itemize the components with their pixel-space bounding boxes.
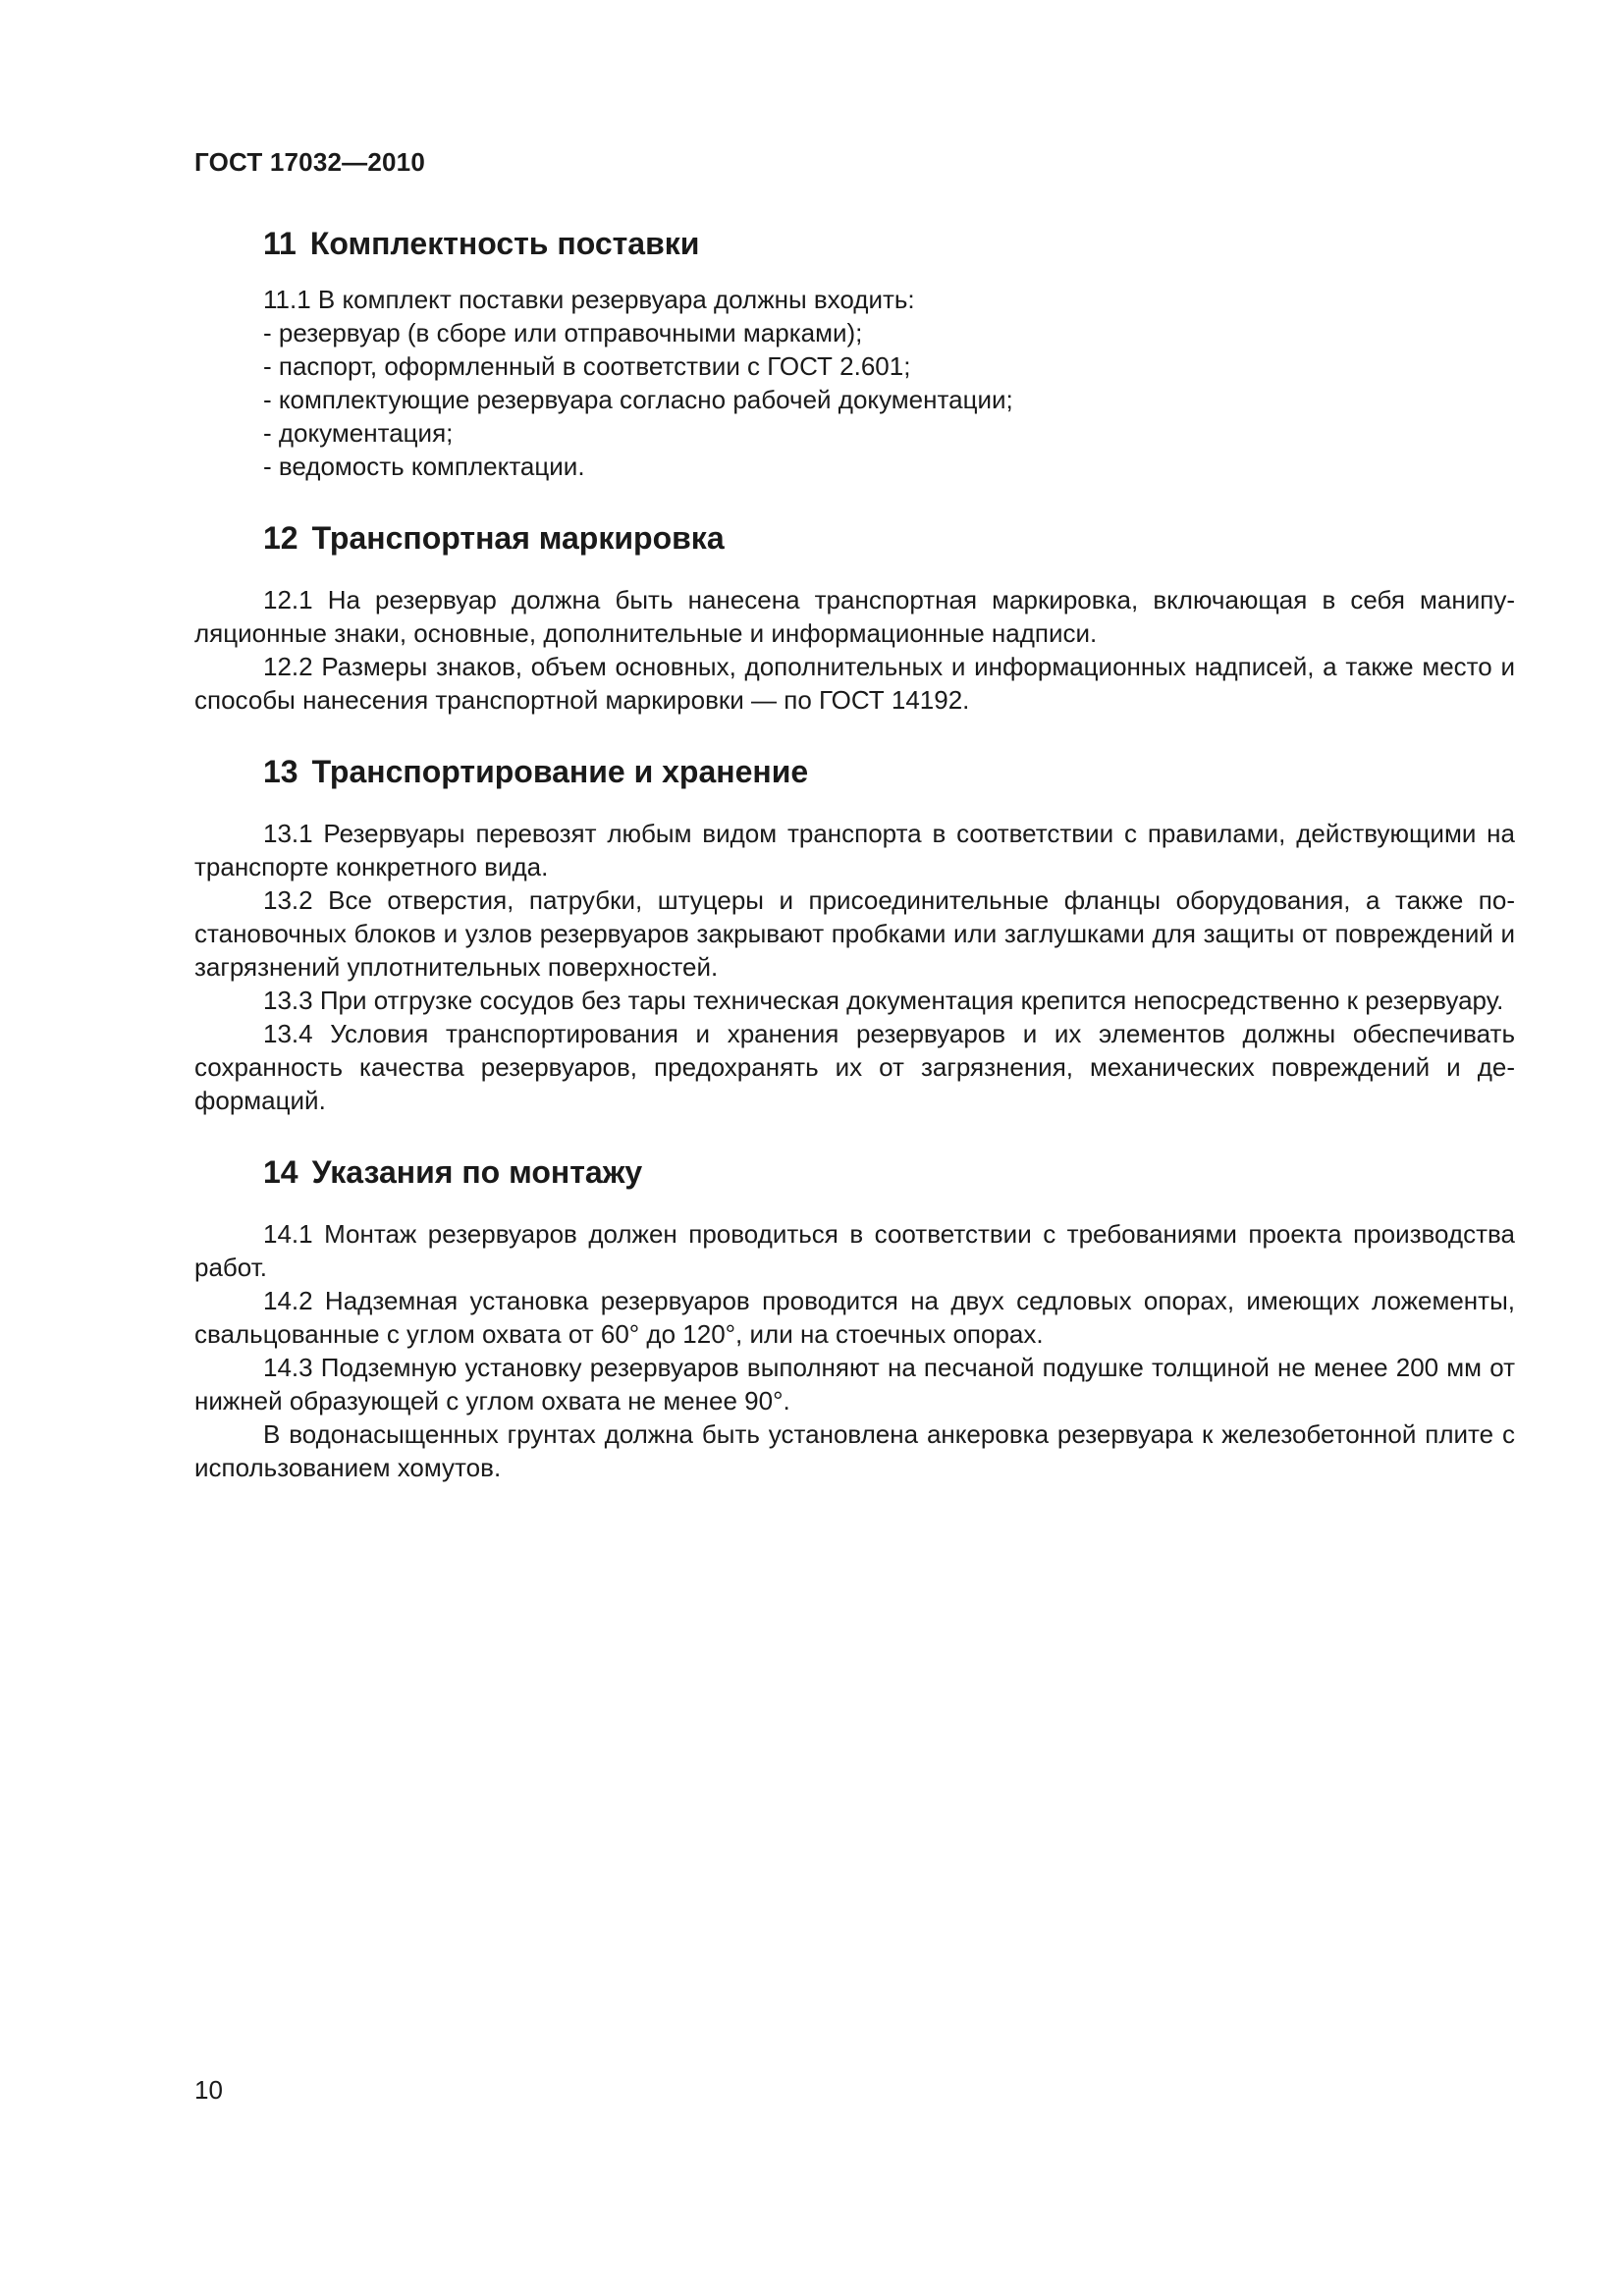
section-title-text: Транспортирование и хранение xyxy=(311,754,809,789)
section-title xyxy=(194,516,1515,560)
paragraph: 14.2 Надземная установка резервуаров проводится на двух седловых опорах, имеющих ложементы, свальцованные с углом охвата от 60° до 120°, или на стоечных опорах. xyxy=(194,1286,1515,1349)
section-title xyxy=(194,1150,1515,1194)
paragraph: 13.2 Все отверстия, патрубки, штуцеры и присоединительные фланцы оборудования, а также постановочных блоков и узлов резервуаров закрывают пробками или заглушками для защиты от повреждений и загрязнений уплотнительных поверхностей. xyxy=(194,885,1515,982)
paragraph: 14.3 Подземную установку резервуаров выполняют на песчаной подушке толщиной не менее 200 мм от нижней образующей с углом охвата не менее 90°. xyxy=(194,1353,1515,1415)
list-item: - документация; xyxy=(263,418,454,448)
section-12 xyxy=(194,516,1515,717)
section-title-text: Транспортная маркировка xyxy=(311,520,725,556)
paragraph: В водонасыщенных грунтах должна быть установлена анкеровка резервуара к железобетонной плите с использованием хомутов. xyxy=(194,1419,1515,1482)
section-number: 11 xyxy=(263,226,297,261)
list-item: - комплектующие резервуара согласно рабочей документации; xyxy=(263,385,1013,414)
list-item: - резервуар (в сборе или отправочными марками); xyxy=(263,318,863,347)
paragraph: 13.3 При отгрузке сосудов без тары техническая документация крепится непосредственно к резервуару. xyxy=(263,986,1504,1015)
section-number: 14 xyxy=(263,1154,298,1190)
paragraph: 13.1 Резервуары перевозят любым видом транспорта в соответствии с правилами, действующими на транспорте конкретного вида. xyxy=(194,819,1515,881)
list-item: - ведомость комплектации. xyxy=(263,452,585,481)
section-title-text: Указания по монтажу xyxy=(311,1154,643,1190)
paragraph: 13.4 Условия транспортирования и хранения резервуаров и их элементов должны обеспечивать сохранность качества резервуаров, предохранять их от загрязнения, механических повреждений и деформаций. xyxy=(194,1019,1515,1115)
section-title-text: Комплектность поставки xyxy=(309,226,700,261)
paragraph: 14.1 Монтаж резервуаров должен проводиться в соответствии с требованиями проекта производства работ. xyxy=(194,1219,1515,1282)
document-body xyxy=(194,222,1515,1518)
paragraph: 12.2 Размеры знаков, объем основных, дополнительных и информационных надписей, а также место и способы нанесения транспортной маркировки — по ГОСТ 14192. xyxy=(194,652,1515,715)
section-13 xyxy=(194,750,1515,1117)
paragraph: 12.1 На резервуар должна быть нанесена транспортная маркировка, включающая в себя манипуляционные знаки, основные, дополнительные и информационные надписи. xyxy=(194,585,1515,648)
section-title xyxy=(194,750,1515,793)
list-item: - паспорт, оформленный в соответствии с ГОСТ 2.601; xyxy=(263,351,911,381)
page-number: 10 xyxy=(194,2075,223,2105)
section-14 xyxy=(194,1150,1515,1484)
document-id-header: ГОСТ 17032—2010 xyxy=(194,147,425,177)
section-intro: 11.1 В комплект поставки резервуара должны входить: xyxy=(263,285,915,314)
section-11 xyxy=(194,222,1515,483)
section-number: 12 xyxy=(263,520,298,556)
section-number: 13 xyxy=(263,754,298,789)
section-title xyxy=(194,222,1515,265)
